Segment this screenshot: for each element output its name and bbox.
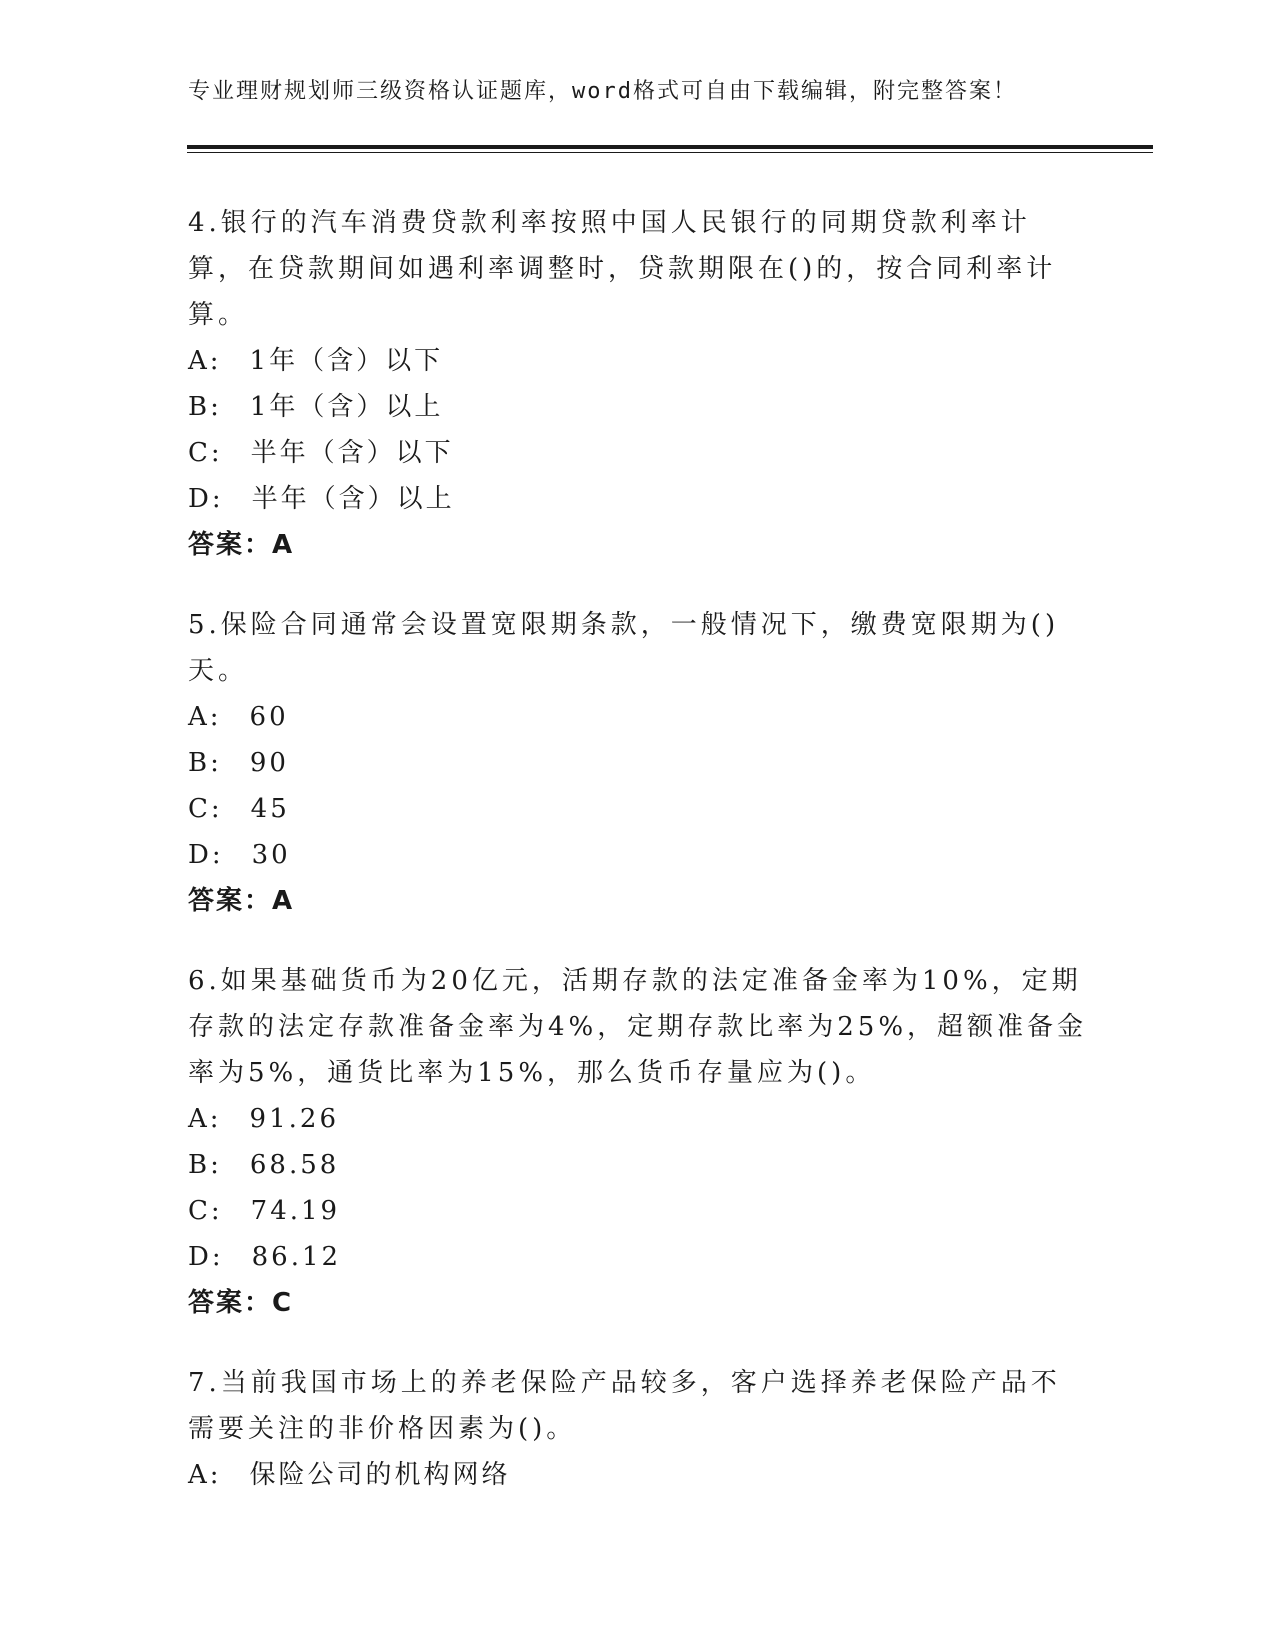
option-text: 保险公司的机构网络 (249, 1460, 511, 1490)
option-letter: C: (188, 1196, 223, 1226)
option-letter: A: (188, 1104, 222, 1134)
option-letter: D: (188, 484, 224, 514)
header-rule-thick (187, 145, 1153, 149)
answer-line: 答案：A (188, 886, 295, 916)
option-letter: C: (188, 794, 223, 824)
option-a (188, 1096, 1088, 1142)
question-stem: 4.银行的汽车消费贷款利率按照中国人民银行的同期贷款利率计算，在贷款期间如遇利率调整时，贷款期限在()的，按合同利率计算。 (188, 208, 1057, 330)
option-a (188, 694, 1088, 740)
option-text: 半年（含）以上 (251, 484, 455, 514)
option-a (188, 1452, 1088, 1498)
option-letter: B: (188, 748, 222, 778)
option-letter: A: (188, 346, 222, 376)
option-text: 90 (249, 748, 289, 778)
option-letter: B: (188, 392, 222, 422)
option-letter: C: (188, 438, 223, 468)
option-letter: B: (188, 1150, 222, 1180)
option-c (188, 430, 1088, 476)
question-stem: 6.如果基础货币为20亿元，活期存款的法定准备金率为10%，定期存款的法定存款准备金率为4%，定期存款比率为25%，超额准备金率为5%，通货比率为15%，那么货币存量应为()。 (188, 966, 1088, 1088)
option-d (188, 1234, 1088, 1280)
question-7 (188, 1360, 1088, 1498)
option-letter: D: (188, 1242, 224, 1272)
option-text: 74.19 (250, 1196, 341, 1226)
option-d (188, 476, 1088, 522)
page-header: 专业理财规划师三级资格认证题库，word格式可自由下载编辑，附完整答案！ (188, 79, 1017, 104)
question-6 (188, 958, 1088, 1326)
question-5 (188, 602, 1088, 924)
option-b (188, 1142, 1088, 1188)
option-letter: D: (188, 840, 224, 870)
option-text: 1年（含）以上 (249, 392, 444, 422)
answer-line: 答案：A (188, 530, 295, 560)
header-rule-thin (187, 152, 1153, 153)
option-letter: A: (188, 702, 222, 732)
option-text: 半年（含）以下 (250, 438, 454, 468)
question-stem: 7.当前我国市场上的养老保险产品较多，客户选择养老保险产品不需要关注的非价格因素为()。 (188, 1368, 1061, 1444)
option-c (188, 1188, 1088, 1234)
option-letter: A: (188, 1460, 222, 1490)
option-text: 60 (249, 702, 289, 732)
option-d (188, 832, 1088, 878)
question-list (188, 200, 1088, 1532)
option-text: 1年（含）以下 (249, 346, 444, 376)
option-text: 86.12 (251, 1242, 342, 1272)
question-4 (188, 200, 1088, 568)
option-text: 30 (251, 840, 291, 870)
option-text: 68.58 (249, 1150, 340, 1180)
option-b (188, 384, 1088, 430)
option-b (188, 740, 1088, 786)
question-stem: 5.保险合同通常会设置宽限期条款，一般情况下，缴费宽限期为()天。 (188, 610, 1060, 686)
option-text: 45 (250, 794, 290, 824)
option-c (188, 786, 1088, 832)
option-text: 91.26 (249, 1104, 339, 1134)
option-a (188, 338, 1088, 384)
answer-line: 答案：C (188, 1288, 294, 1318)
